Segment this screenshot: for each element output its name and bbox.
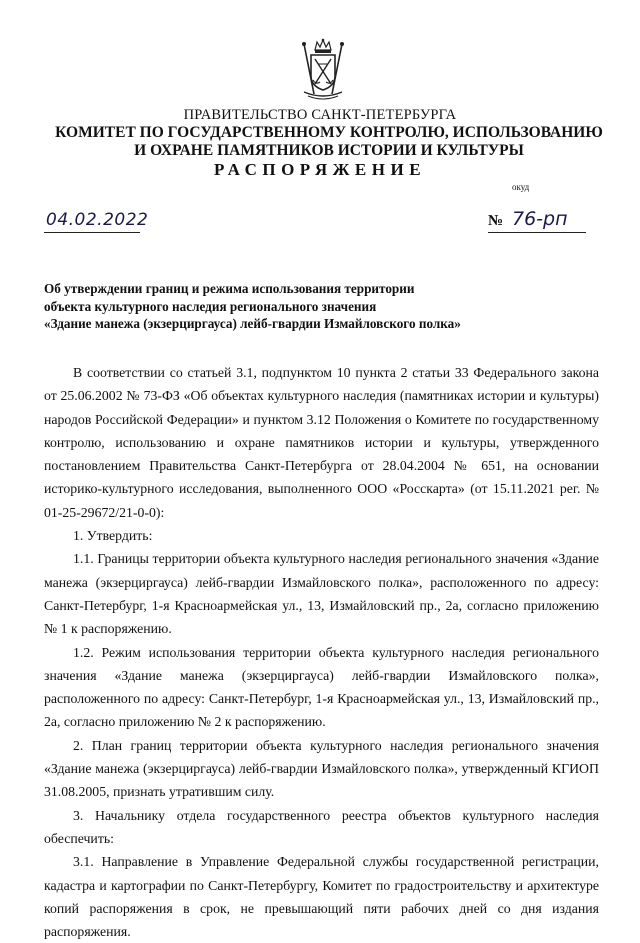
title-line2: объекта культурного наследия регионального значения [44,298,377,314]
number-sign: № [488,213,504,229]
coat-of-arms-icon [296,38,350,102]
paragraph-item-1-1: 1.1. Границы территории объекта культурного наследия регионального значения «Здание манежа (экзерциргауса) лейб-гвардии Измайловского полка», расположенного по адресу: Санкт-Петербург, 1-я Красноармейская ул., 13, Измайловский пр., 2а, согласно приложению № 1 к распоряжению. [44,551,599,637]
title-line3: «Здание манежа (экзерциргауса) лейб-гвардии Измайловского полка» [44,316,461,331]
government-name: ПРАВИТЕЛЬСТВО САНКТ-ПЕТЕРБУРГА [183,107,457,123]
document-title [44,280,484,333]
document-number: 76-рп [512,208,568,230]
paragraph-item-3-1: 3.1. Направление в Управление Федеральной службы государственной регистрации, кадастра и картографии по Санкт-Петербургу, Комитет по градостроительству и архитектуре копий распоряжения в срок, не превышающий пяти рабочих дней со дня издания распоряжения. [44,854,599,940]
committee-name-line1: КОМИТЕТ ПО ГОСУДАРСТВЕННОМУ КОНТРОЛЮ, ИСПОЛЬЗОВАНИЮ [55,124,603,141]
committee-name [0,124,640,160]
document-date-field [44,210,149,233]
document-date: 04.02.2022 [46,210,149,230]
committee-name-line2: И ОХРАНЕ ПАМЯТНИКОВ ИСТОРИИ И КУЛЬТУРЫ [134,142,524,159]
okud-label: окуд [512,182,530,192]
document-type: РАСПОРЯЖЕНИЕ [213,160,427,179]
paragraph-item-1: 1. Утвердить: [73,528,153,544]
document-number-field [488,210,586,233]
paragraph-item-1-2: 1.2. Режим использования территории объекта культурного наследия регионального значения «Здание манежа (экзерциргауса) лейб-гвардии Измайловского полка», расположенного по адресу: Санкт-Петербург, 1-я Красноармейская ул., 13, Измайловский пр., 2а, согласно приложению № 2 к распоряжению. [44,644,599,730]
title-line1: Об утверждении границ и режима использования территории [44,281,415,296]
paragraph-item-2: 2. План границ территории объекта культурного наследия регионального значения «Здание манежа (экзерциргауса) лейб-гвардии Измайловского полка», утвержденный КГИОП 31.08.2005, признать утратившим силу. [44,737,599,800]
paragraph-preamble: В соответствии со статьей 3.1, подпунктом 10 пункта 2 статьи 33 Федерального закона от 25.06.2002 № 73-ФЗ «Об объектах культурного наследия (памятниках истории и культуры) народов Российской Федерации» и пунктом 3.12 Положения о Комитете по государственному контролю, использованию и охране памятников истории и культуры, утвержденного постановлением Правительства Санкт-Петербурга от 28.04.2004 № 651, на основании историко-культурного исследования, выполненного ООО «Росскарта» (от 15.11.2021 рег. № 01-25-29672/21-0-0): [44,365,599,520]
paragraph-item-3: 3. Начальнику отдела государственного реестра объектов культурного наследия обеспечить: [44,807,599,846]
document-body [44,361,599,943]
